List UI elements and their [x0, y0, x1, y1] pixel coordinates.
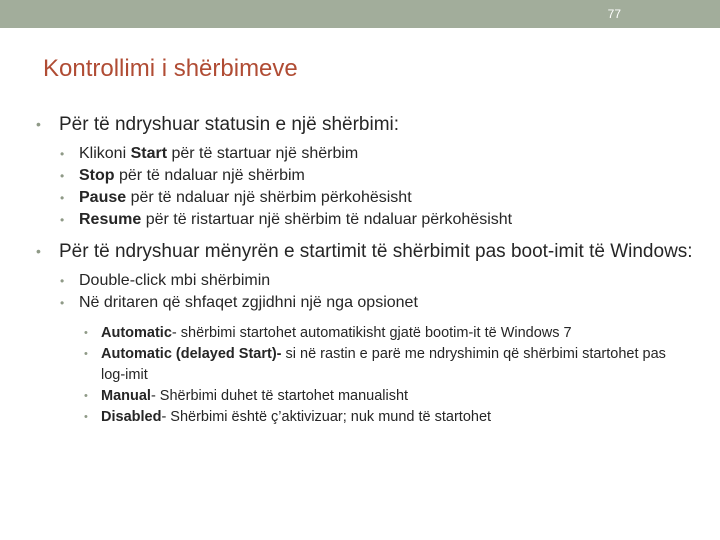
option-description: - shërbimi startohet automatikisht gjatë bootim-it të Windows 7	[171, 325, 572, 341]
bullet-icon: •	[60, 169, 65, 183]
slide-content	[36, 112, 700, 428]
bullet-text: Double-click mbi shërbimin	[79, 272, 271, 289]
bullet-level2	[36, 292, 700, 314]
option-keyword: Automatic	[101, 325, 172, 341]
bullet-level3	[36, 344, 691, 386]
bullet-icon: •	[36, 116, 41, 132]
option-description: - Shërbimi është ç’aktivizuar; nuk mund të startohet	[161, 409, 492, 425]
option-keyword: Automatic (delayed Start)-	[101, 346, 282, 362]
bullet-icon: •	[84, 411, 88, 423]
bullet-level1	[36, 112, 700, 137]
bullet-icon: •	[84, 390, 88, 402]
bullet-keyword: Pause	[79, 189, 127, 206]
header-bar	[0, 0, 720, 28]
bullet-icon: •	[60, 213, 65, 227]
option-keyword: Manual	[101, 388, 151, 404]
bullet-icon: •	[84, 348, 88, 360]
bullet-level1	[36, 239, 700, 264]
bullet-level2	[36, 187, 700, 209]
bullet-level3	[36, 407, 691, 428]
slide-title: Kontrollimi i shërbimeve	[43, 55, 298, 82]
bullet-level2	[36, 270, 700, 292]
bullet-level3	[36, 386, 691, 407]
bullet-icon: •	[84, 327, 88, 339]
bullet-level2	[36, 209, 700, 231]
bullet-text: Për të ndryshuar mënyrën e startimit të shërbimit pas boot-imit të Windows:	[59, 241, 693, 262]
bullet-level2	[36, 165, 700, 187]
bullet-text-rest: për të ndaluar një shërbim	[114, 167, 305, 184]
bullet-icon: •	[60, 296, 65, 310]
bullet-keyword: Resume	[79, 211, 142, 228]
bullet-text: Në dritaren që shfaqet zgjidhni një nga opsionet	[79, 294, 418, 311]
option-description: si në rastin e parë me ndryshimin që shërbimi startohet pas log-imit	[101, 346, 666, 383]
bullet-level3	[36, 323, 691, 344]
bullet-keyword: Start	[130, 145, 168, 162]
bullet-text-rest: për të startuar një shërbim	[167, 145, 359, 162]
bullet-icon: •	[60, 274, 65, 288]
bullet-keyword: Stop	[79, 167, 115, 184]
bullet-level2	[36, 143, 700, 165]
bullet-text-rest: për të ristartuar një shërbim të ndaluar përkohësisht	[141, 211, 513, 228]
bullet-icon: •	[60, 191, 65, 205]
bullet-text: Për të ndryshuar statusin e një shërbimi:	[59, 114, 400, 135]
option-description: - Shërbimi duhet të startohet manualisht	[150, 388, 409, 404]
slide-number: 77	[607, 7, 621, 21]
bullet-icon: •	[36, 243, 41, 259]
bullet-icon: •	[60, 147, 65, 161]
option-keyword: Disabled	[101, 409, 162, 425]
bullet-text-prefix: Klikoni	[79, 145, 131, 162]
bullet-text-rest: për të ndaluar një shërbim përkohësisht	[126, 189, 412, 206]
